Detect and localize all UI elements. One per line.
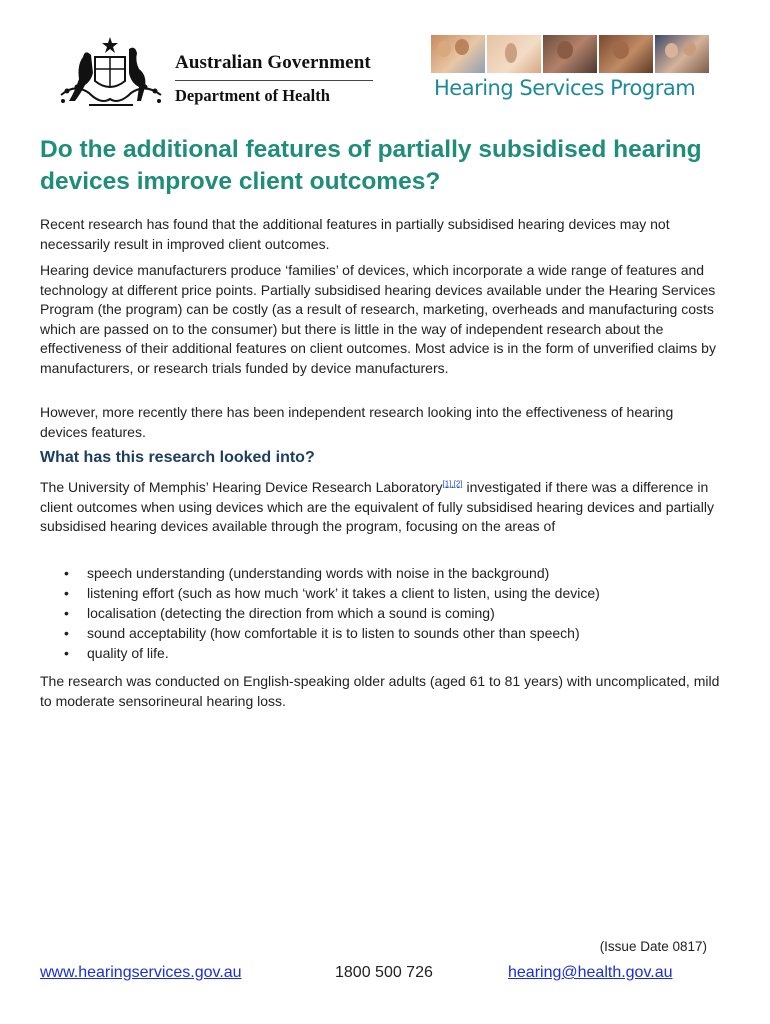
coat-of-arms-icon (55, 35, 167, 113)
research-text-end: investigated if there was a difference in client outcomes when using devices which are the equivalent of fully subsidised hearing devices and partially subsidised hearing devices available through the program, focusing on the areas of (40, 479, 714, 535)
focus-areas-list (40, 563, 720, 663)
list-item: • listening effort (such as how much ‘work’ it takes a client to listen, using the device) (40, 583, 720, 603)
photo-group-people (431, 35, 485, 73)
intro-paragraph-1: Recent research has found that the additional features in partially subsidised hearing devices may not necessarily result in improved client outcomes. (40, 216, 670, 252)
list-item: • sound acceptability (how comfortable it is to listen to sounds other than speech) (40, 623, 720, 643)
header-divider (175, 80, 373, 81)
photo-child (543, 35, 597, 73)
reference-link-1[interactable]: [1] (442, 479, 452, 489)
closing-paragraph: The research was conducted on English-speaking older adults (aged 61 to 81 years) with uncomplicated, mild to moderate sensorineural hearing loss. (40, 673, 720, 709)
list-item: • localisation (detecting the direction from which a sound is coming) (40, 603, 720, 623)
government-title: Australian Government (175, 52, 371, 73)
issue-date: (Issue Date 0817) (599, 939, 707, 954)
phone-number: 1800 500 726 (335, 964, 433, 981)
reference-separator: , (451, 479, 454, 489)
list-item: • quality of life. (40, 643, 720, 663)
department-name: Department of Health (175, 86, 330, 105)
email-link[interactable]: hearing@health.gov.au (508, 964, 673, 981)
photo-older-couple (655, 35, 709, 73)
photo-woman (599, 35, 653, 73)
page-title: Do the additional features of partially subsidised hearing devices improve client outcomes? (40, 136, 702, 195)
list-item: • speech understanding (understanding words with noise in the background) (40, 563, 720, 583)
research-paragraph (40, 478, 720, 537)
reference-link-2[interactable]: [2] (453, 479, 463, 489)
website-link[interactable]: www.hearingservices.gov.au (40, 964, 242, 981)
research-text-start: The University of Memphis’ Hearing Device Research Laboratory (40, 479, 443, 495)
program-photo-strip (431, 35, 709, 73)
intro-paragraph-2: Hearing device manufacturers produce ‘families’ of devices, which incorporate a wide range of features and technology at different price points. Partially subsidised hearing devices available under the Hearing Services Program (the program) can be costly (as a result of research, marketing, overheads and manufacturing costs which are passed on to the consumer) but there is little in the way of independent research about the effectiveness of their additional features on client outcomes. Most advice is in the form of unverified claims by manufacturers, or research trials funded by device manufacturers. (40, 262, 716, 376)
intro-paragraph-3: However, more recently there has been independent research looking into the effectiveness of hearing devices features. (40, 404, 674, 440)
section-heading: What has this research looked into? (40, 449, 315, 466)
photo-ear-closeup (487, 35, 541, 73)
program-title: Hearing Services Program (434, 76, 696, 100)
